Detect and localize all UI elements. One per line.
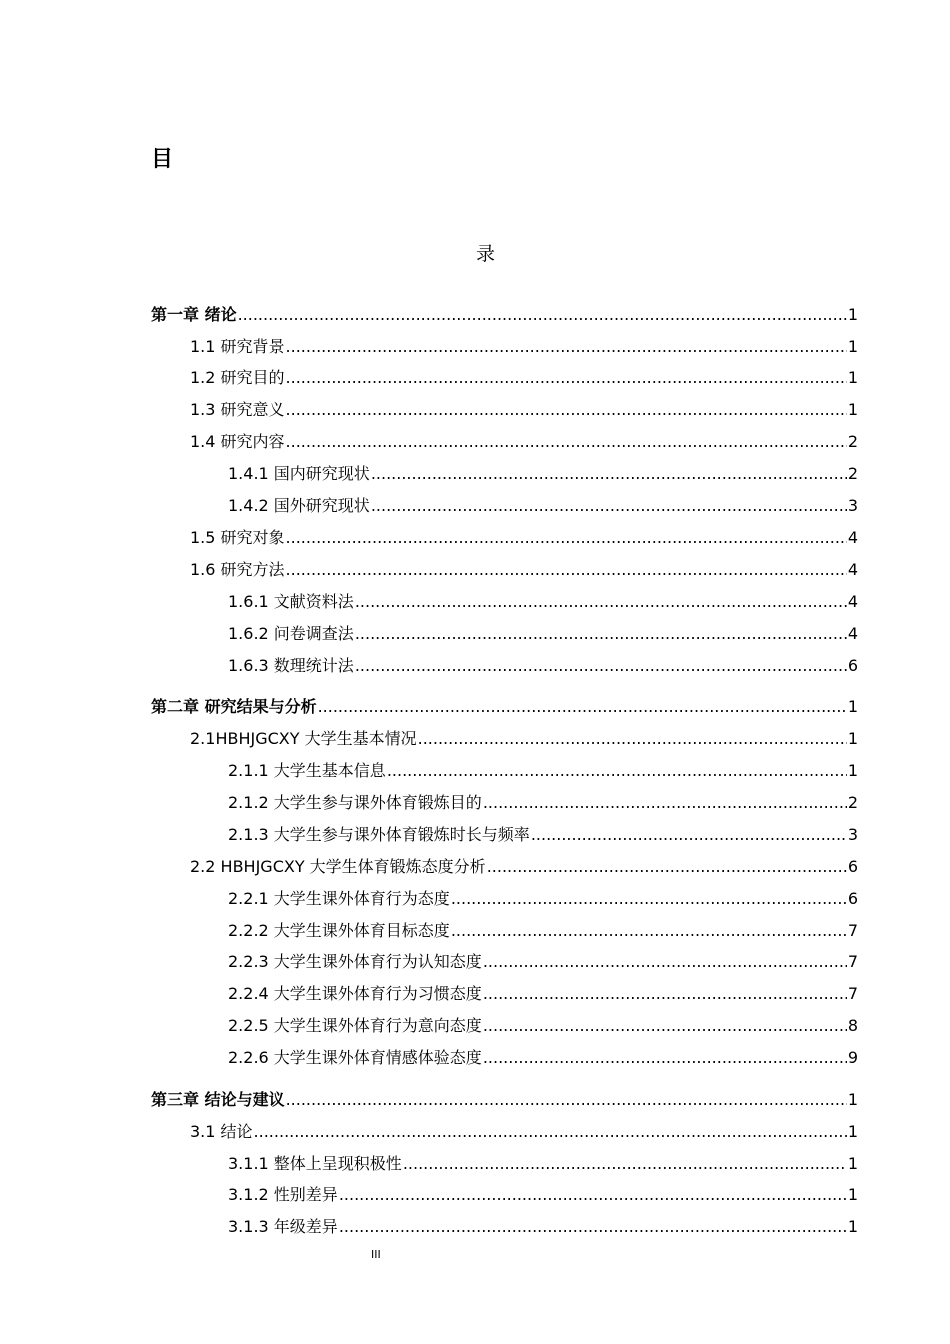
toc-entry-page: 1	[847, 400, 858, 419]
toc-entry-title: 第三章 结论与建议	[151, 1090, 285, 1109]
toc-leader-dots	[451, 887, 847, 911]
toc-leader-dots	[254, 1120, 847, 1144]
toc-entry[interactable]	[228, 590, 858, 614]
toc-entry[interactable]	[228, 823, 858, 847]
toc-leader-dots	[531, 823, 847, 847]
toc-entry-page: 1	[847, 697, 858, 716]
toc-entry[interactable]	[228, 1014, 858, 1038]
toc-entry[interactable]	[190, 430, 858, 454]
toc-leader-dots	[339, 1215, 847, 1239]
toc-entry-title: 1.6.1 文献资料法	[228, 592, 354, 611]
toc-entry-title: 3.1 结论	[190, 1122, 253, 1141]
toc-leader-dots	[371, 462, 847, 486]
toc-entry[interactable]	[190, 855, 858, 879]
toc-entry-page: 1	[847, 368, 858, 387]
toc-entry-title: 1.5 研究对象	[190, 528, 285, 547]
toc-entry-title: 1.6.2 问卷调查法	[228, 624, 354, 643]
toc-entry-title: 2.2.4 大学生课外体育行为习惯态度	[228, 984, 482, 1003]
toc-entry-page: 7	[847, 952, 858, 971]
toc-leader-dots	[483, 982, 847, 1006]
toc-entry[interactable]	[151, 695, 858, 719]
toc-entry-page: 8	[847, 1016, 858, 1035]
toc-entry-page: 1	[847, 1122, 858, 1141]
toc-entry[interactable]	[228, 919, 858, 943]
toc-entry-title: 1.6 研究方法	[190, 560, 285, 579]
toc-leader-dots	[487, 855, 847, 879]
toc-entry-title: 1.4 研究内容	[190, 432, 285, 451]
toc-entry-title: 2.2.6 大学生课外体育情感体验态度	[228, 1048, 482, 1067]
toc-leader-dots	[286, 366, 847, 390]
toc-entry-title: 3.1.3 年级差异	[228, 1217, 338, 1236]
toc-leader-dots	[418, 727, 847, 751]
toc-leader-dots	[238, 303, 847, 327]
toc-leader-dots	[483, 950, 847, 974]
toc-entry[interactable]	[228, 982, 858, 1006]
toc-entry-title: 1.4.2 国外研究现状	[228, 496, 370, 515]
toc-entry-page: 4	[847, 592, 858, 611]
toc-heading-first: 目	[151, 147, 174, 172]
toc-entry[interactable]	[190, 366, 858, 390]
toc-entry[interactable]	[228, 759, 858, 783]
toc-entry[interactable]	[190, 335, 858, 359]
toc-leader-dots	[286, 335, 847, 359]
toc-leader-dots	[483, 791, 847, 815]
toc-entry-title: 1.6.3 数理统计法	[228, 656, 354, 675]
toc-leader-dots	[286, 430, 847, 454]
toc-entry-page: 6	[847, 656, 858, 675]
toc-entry-title: 1.1 研究背景	[190, 337, 285, 356]
toc-entry[interactable]	[151, 303, 858, 327]
toc-entry-page: 7	[847, 984, 858, 1003]
toc-entry-page: 1	[847, 305, 858, 324]
toc-entry-title: 1.3 研究意义	[190, 400, 285, 419]
toc-leader-dots	[318, 695, 847, 719]
toc-entry-title: 2.2.2 大学生课外体育目标态度	[228, 921, 450, 940]
toc-entry-title: 1.4.1 国内研究现状	[228, 464, 370, 483]
toc-entry-page: 1	[847, 1217, 858, 1236]
toc-leader-dots	[387, 759, 847, 783]
toc-entry[interactable]	[228, 1215, 858, 1239]
toc-entry-page: 1	[847, 1090, 858, 1109]
toc-leader-dots	[286, 526, 847, 550]
toc-leader-dots	[286, 1088, 847, 1112]
toc-heading-second: 录	[476, 243, 496, 265]
toc-entry-page: 2	[847, 793, 858, 812]
toc-entry[interactable]	[228, 1152, 858, 1176]
toc-entry[interactable]	[228, 887, 858, 911]
toc-entry[interactable]	[228, 462, 858, 486]
toc-entry-page: 3	[847, 496, 858, 515]
toc-entry-page: 6	[847, 889, 858, 908]
toc-entry-page: 2	[847, 464, 858, 483]
toc-leader-dots	[286, 558, 847, 582]
toc-entry[interactable]	[228, 1046, 858, 1070]
toc-leader-dots	[286, 398, 847, 422]
toc-entry-page: 6	[847, 857, 858, 876]
toc-entry-page: 3	[847, 825, 858, 844]
toc-entry[interactable]	[228, 494, 858, 518]
toc-entry-title: 2.2.1 大学生课外体育行为态度	[228, 889, 450, 908]
toc-entry-page: 1	[847, 761, 858, 780]
toc-leader-dots	[483, 1046, 847, 1070]
toc-entry-title: 2.1.3 大学生参与课外体育锻炼时长与频率	[228, 825, 530, 844]
page-number-footer: III	[371, 1248, 381, 1261]
toc-entry-page: 1	[847, 1154, 858, 1173]
toc-leader-dots	[355, 590, 847, 614]
toc-entry-title: 2.2.5 大学生课外体育行为意向态度	[228, 1016, 482, 1035]
toc-entry[interactable]	[190, 398, 858, 422]
toc-entry-title: 1.2 研究目的	[190, 368, 285, 387]
toc-entry-title: 2.1HBHJGCXY 大学生基本情况	[190, 729, 417, 748]
toc-entry[interactable]	[190, 526, 858, 550]
toc-leader-dots	[355, 622, 847, 646]
toc-entry-page: 2	[847, 432, 858, 451]
toc-entry-page: 1	[847, 337, 858, 356]
toc-entry[interactable]	[190, 558, 858, 582]
toc-entry-page: 4	[847, 624, 858, 643]
toc-entry-page: 7	[847, 921, 858, 940]
toc-entry-page: 4	[847, 528, 858, 547]
toc-leader-dots	[451, 919, 847, 943]
toc-entry-page: 1	[847, 1185, 858, 1204]
toc-leader-dots	[403, 1152, 847, 1176]
toc-entry[interactable]	[190, 727, 858, 751]
toc-entry-title: 2.1.2 大学生参与课外体育锻炼目的	[228, 793, 482, 812]
toc-leader-dots	[371, 494, 847, 518]
toc-entry[interactable]	[228, 950, 858, 974]
toc-entry[interactable]	[228, 654, 858, 678]
toc-entry-title: 3.1.2 性别差异	[228, 1185, 338, 1204]
toc-leader-dots	[483, 1014, 847, 1038]
toc-entry-page: 9	[847, 1048, 858, 1067]
toc-entry[interactable]	[151, 1088, 858, 1112]
toc-entry-title: 2.2.3 大学生课外体育行为认知态度	[228, 952, 482, 971]
toc-entry-title: 2.1.1 大学生基本信息	[228, 761, 386, 780]
toc-leader-dots	[355, 654, 847, 678]
toc-entry-page: 4	[847, 560, 858, 579]
toc-entry-title: 第一章 绪论	[151, 305, 237, 324]
toc-entry[interactable]	[228, 622, 858, 646]
toc-entry[interactable]	[228, 1183, 858, 1207]
toc-entry[interactable]	[190, 1120, 858, 1144]
toc-entry-title: 2.2 HBHJGCXY 大学生体育锻炼态度分析	[190, 857, 486, 876]
toc-entry-page: 1	[847, 729, 858, 748]
toc-entry-title: 3.1.1 整体上呈现积极性	[228, 1154, 402, 1173]
toc-leader-dots	[339, 1183, 847, 1207]
toc-entry[interactable]	[228, 791, 858, 815]
toc-entry-title: 第二章 研究结果与分析	[151, 697, 317, 716]
